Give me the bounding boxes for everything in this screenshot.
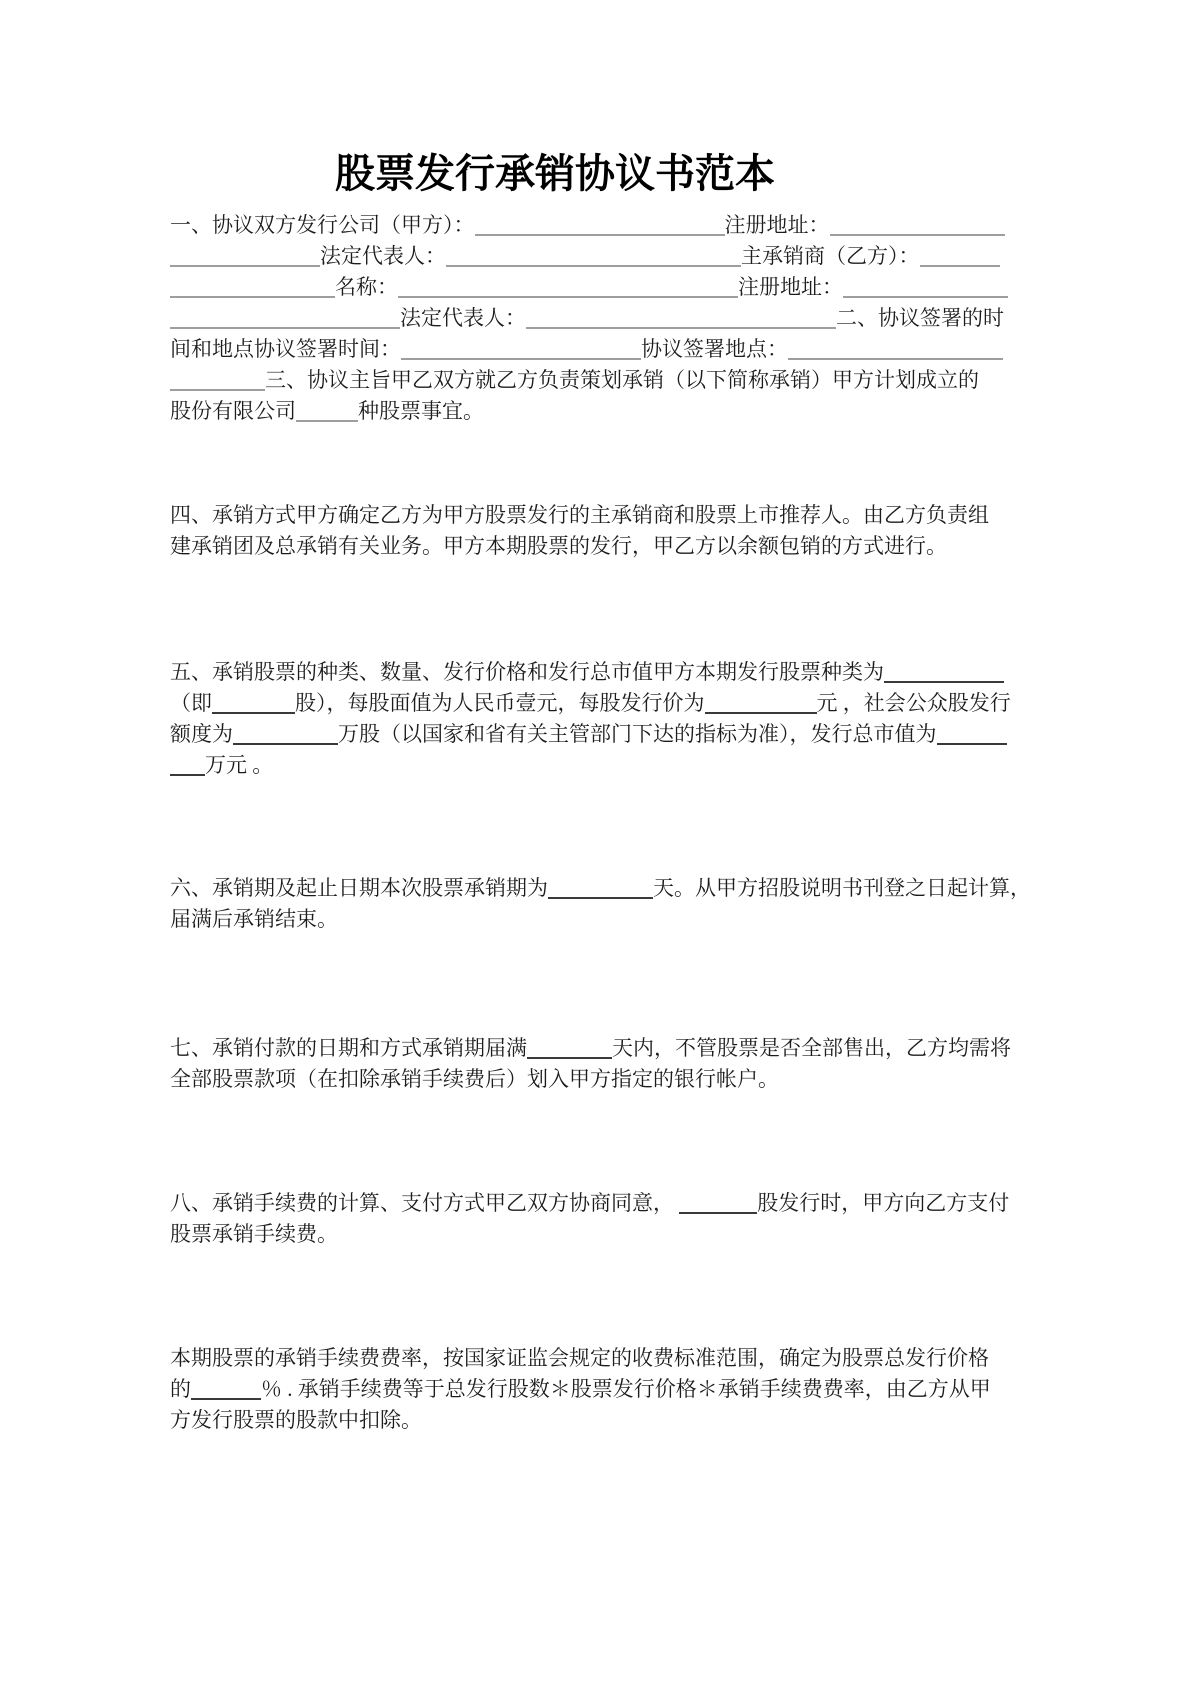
text-segment: 主承销商（乙方）： bbox=[741, 244, 920, 268]
blank-underline bbox=[830, 231, 1005, 236]
text-line bbox=[170, 657, 1022, 688]
text-segment: 方发行股票的股款中扣除。 bbox=[170, 1408, 422, 1432]
text-segment: 六、承销期及起止日期本次股票承销期为 bbox=[170, 876, 548, 900]
blank-underline bbox=[170, 293, 335, 298]
paragraph-payment bbox=[170, 1033, 1022, 1095]
text-segment: 天。从甲方招股说明书刊登之日起计算， bbox=[653, 876, 1031, 900]
text-segment: 法定代表人： bbox=[400, 306, 526, 330]
document-body bbox=[170, 210, 1031, 1436]
text-segment: 天内，不管股票是否全部售出，乙方均需将 bbox=[612, 1036, 1011, 1060]
blank-underline bbox=[296, 417, 358, 422]
paragraph-method bbox=[170, 500, 1022, 562]
text-segment: 八、承销手续费的计算、支付方式甲乙双方协商同意， bbox=[170, 1191, 680, 1215]
text-line bbox=[170, 303, 1022, 334]
text-line bbox=[170, 396, 1022, 427]
paragraph-rate bbox=[170, 1343, 1022, 1436]
blank-underline bbox=[548, 894, 653, 899]
text-segment: 间和地点协议签署时间： bbox=[170, 337, 401, 361]
text-line bbox=[170, 334, 1022, 365]
text-segment: 全部股票款项（在扣除承销手续费后）划入甲方指定的银行帐户。 bbox=[170, 1067, 779, 1091]
text-line bbox=[170, 500, 1022, 531]
blank-underline bbox=[884, 678, 1004, 683]
blank-underline bbox=[398, 293, 738, 298]
text-line bbox=[170, 873, 1031, 904]
text-segment: 本期股票的承销手续费费率，按国家证监会规定的收费标准范围，确定为股票总发行价格 bbox=[170, 1346, 989, 1370]
text-segment: 股发行时，甲方向乙方支付 bbox=[757, 1191, 1010, 1215]
text-line bbox=[170, 531, 1022, 562]
text-segment: 万元 。 bbox=[205, 753, 274, 777]
text-line bbox=[170, 241, 1022, 272]
text-line bbox=[170, 1033, 1022, 1064]
text-line bbox=[170, 904, 1022, 935]
paragraph-parties bbox=[170, 210, 1022, 427]
text-line bbox=[170, 1405, 1022, 1436]
blank-underline bbox=[170, 386, 265, 391]
blank-underline bbox=[170, 324, 400, 329]
paragraph-commission bbox=[170, 1188, 1022, 1250]
blank-underline bbox=[527, 1054, 612, 1059]
text-segment: 注册地址： bbox=[738, 275, 843, 299]
text-segment: 种股票事宜。 bbox=[358, 399, 484, 423]
blank-underline bbox=[843, 293, 1008, 298]
blank-underline bbox=[679, 1209, 757, 1214]
text-segment: 四、承销方式甲方确定乙方为甲方股票发行的主承销商和股票上市推荐人。由乙方负责组 bbox=[170, 503, 989, 527]
text-line bbox=[170, 1374, 1022, 1405]
document-content bbox=[170, 148, 1031, 1436]
text-segment: 元 ，社会公众股发行 bbox=[816, 691, 1011, 715]
text-line bbox=[170, 365, 1022, 396]
text-line bbox=[170, 1219, 1022, 1250]
text-segment: 注册地址： bbox=[724, 213, 830, 237]
text-segment: 额度为 bbox=[170, 722, 233, 746]
text-segment: ％ . 承销手续费等于总发行股数＊股票发行价格＊承销手续费费率，由乙方从甲 bbox=[261, 1377, 991, 1401]
text-line bbox=[170, 688, 1022, 719]
text-segment: 一、协议双方发行公司（甲方）： bbox=[170, 213, 475, 237]
text-segment: 名称： bbox=[335, 275, 398, 299]
text-segment: 股票承销手续费。 bbox=[170, 1222, 338, 1246]
text-segment: 二、协议签署的时 bbox=[836, 306, 1004, 330]
text-line bbox=[170, 1064, 1022, 1095]
text-segment: 七、承销付款的日期和方式承销期届满 bbox=[170, 1036, 527, 1060]
text-line bbox=[170, 210, 1022, 241]
text-segment: 股份有限公司 bbox=[170, 399, 296, 423]
text-line bbox=[170, 750, 1022, 781]
text-segment: 法定代表人： bbox=[320, 244, 446, 268]
text-segment: 三、协议主旨甲乙双方就乙方负责策划承销（以下简称承销）甲方计划成立的 bbox=[265, 368, 979, 392]
text-segment: 协议签署地点： bbox=[641, 337, 788, 361]
text-segment: 五、承销股票的种类、数量、发行价格和发行总市值甲方本期发行股票种类为 bbox=[170, 660, 884, 684]
blank-underline bbox=[401, 355, 641, 360]
text-segment: 届满后承销结束。 bbox=[170, 907, 338, 931]
blank-underline bbox=[475, 231, 725, 236]
blank-underline bbox=[937, 740, 1007, 745]
text-line bbox=[170, 719, 1022, 750]
blank-underline bbox=[212, 709, 295, 714]
text-line bbox=[170, 272, 1022, 303]
blank-underline bbox=[526, 324, 836, 329]
paragraph-period bbox=[170, 873, 1031, 935]
blank-underline bbox=[446, 262, 741, 267]
text-segment: （即 bbox=[170, 691, 212, 715]
text-line bbox=[170, 1188, 1022, 1219]
document-title: 股票发行承销协议书范本 bbox=[335, 151, 775, 196]
text-segment: 万股（以国家和省有关主管部门下达的指标为准），发行总市值为 bbox=[338, 722, 937, 746]
blank-underline bbox=[191, 1395, 261, 1400]
blank-underline bbox=[170, 771, 205, 776]
blank-underline bbox=[233, 740, 338, 745]
blank-underline bbox=[920, 262, 1000, 267]
blank-underline bbox=[705, 709, 817, 714]
paragraph-stock bbox=[170, 657, 1022, 781]
blank-underline bbox=[170, 262, 320, 267]
text-segment: 建承销团及总承销有关业务。甲方本期股票的发行，甲乙方以余额包销的方式进行。 bbox=[170, 534, 947, 558]
text-segment: 股），每股面值为人民币壹元，每股发行价为 bbox=[295, 691, 705, 715]
blank-underline bbox=[788, 355, 1003, 360]
text-segment: 的 bbox=[170, 1377, 191, 1401]
text-line bbox=[170, 1343, 1022, 1374]
